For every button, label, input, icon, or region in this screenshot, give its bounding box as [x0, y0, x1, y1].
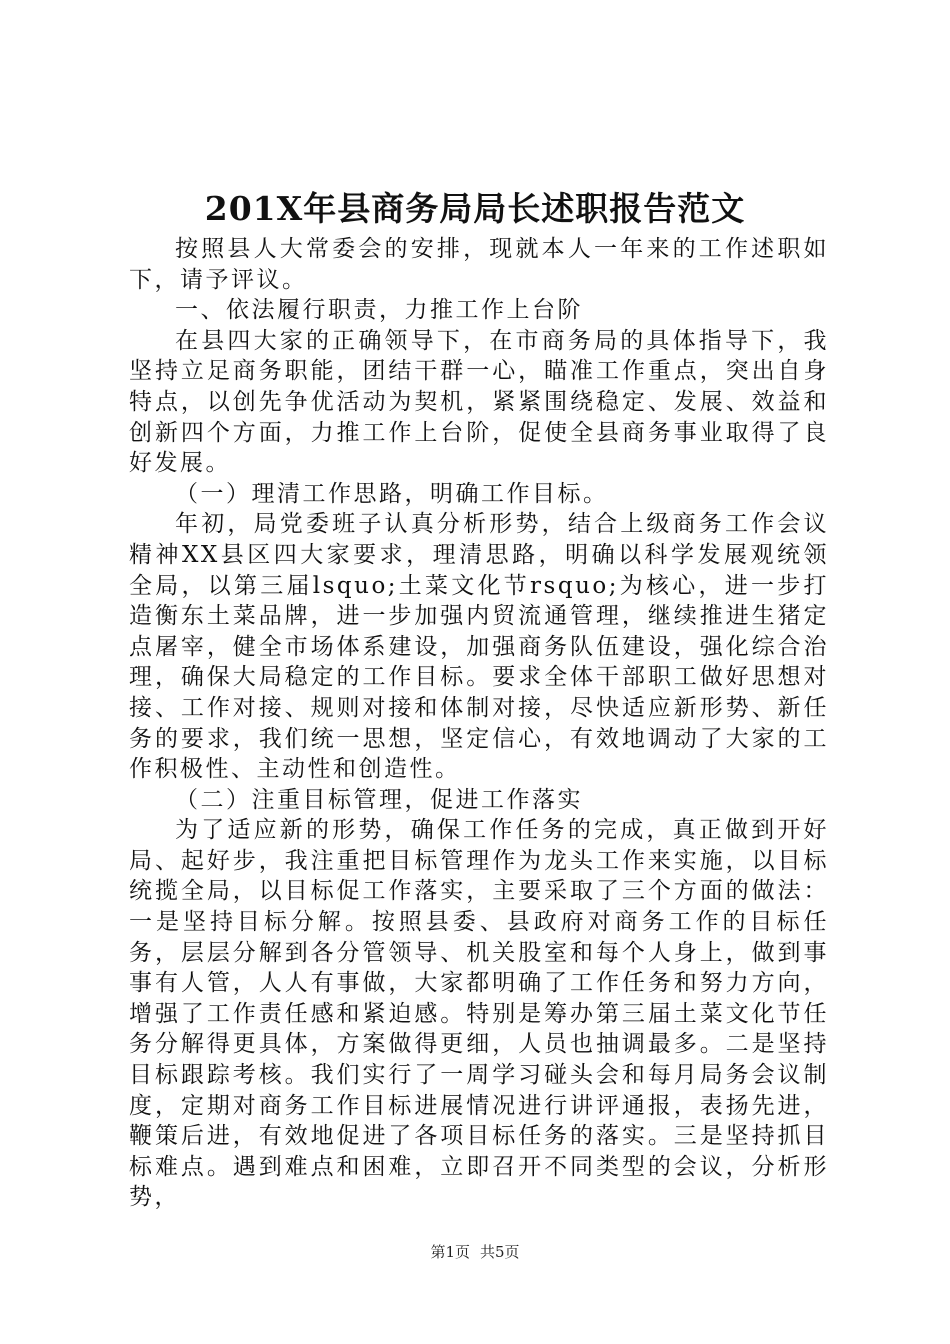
page-number: 第1页 [430, 1243, 470, 1261]
section-heading-1: 一、依法履行职责，力推工作上台阶 [175, 297, 583, 324]
intro-paragraph: 按照县人大常委会的安排，现就本人一年来的工作述职如下，请予评议。 [129, 236, 829, 293]
subsection-2-paragraph: 为了适应新的形势，确保工作任务的完成，真正做到开好局、起好步，我注重把目标管理作为龙头工作来实施，以目标统揽全局，以目标促工作落实，主要采取了三个方面的做法：一是坚持目标分解。按照县委、县政府对商务工作的目标任务，层层分解到各分管领导、机关股室和每个人身上，做到事事有人管，人人有事做，大家都明确了工作任务和努力方向，增强了工作责任感和紧迫感。特别是筹办第三届土菜文化节任务分解得更具体，方案做得更细，人员也抽调最多。二是坚持目标跟踪考核。我们实行了一周学习碰头会和每月局务会议制度，定期对商务工作目标进展情况进行讲评通报，表扬先进，鞭策后进，有效地促进了各项目标任务的落实。三是坚持抓目标难点。遇到难点和困难，立即召开不同类型的会议，分析形势， [129, 817, 829, 1211]
document-body [129, 234, 829, 1213]
section-1-paragraph: 在县四大家的正确领导下，在市商务局的具体指导下，我坚持立足商务职能，团结干群一心，瞄准工作重点，突出自身特点，以创先争优活动为契机，紧紧围绕稳定、发展、效益和创新四个方面，力推工作上台阶，促使全县商务事业取得了良好发展。 [129, 327, 829, 477]
page-footer [0, 1242, 950, 1262]
document-title: 201X年县商务局局长述职报告范文 [204, 189, 746, 228]
page-total: 共5页 [480, 1243, 520, 1261]
subsection-heading-2: （二）注重目标管理，促进工作落实 [175, 786, 583, 813]
subsection-heading-1: （一）理清工作思路，明确工作目标。 [175, 480, 609, 507]
subsection-1-paragraph: 年初，局党委班子认真分析形势，结合上级商务工作会议精神XX县区四大家要求，理清思路，明确以科学发展观统领全局，以第三届lsquo;土菜文化节rsquo;为核心，进一步打造衡东土菜品牌，进一步加强内贸流通管理，继续推进生猪定点屠宰，健全市场体系建设，加强商务队伍建设，强化综合治理，确保大局稳定的工作目标。要求全体干部职工做好思想对接、工作对接、规则对接和体制对接，尽快适应新形势、新任务的要求，我们统一思想，坚定信心，有效地调动了大家的工作积极性、主动性和创造性。 [129, 511, 829, 783]
